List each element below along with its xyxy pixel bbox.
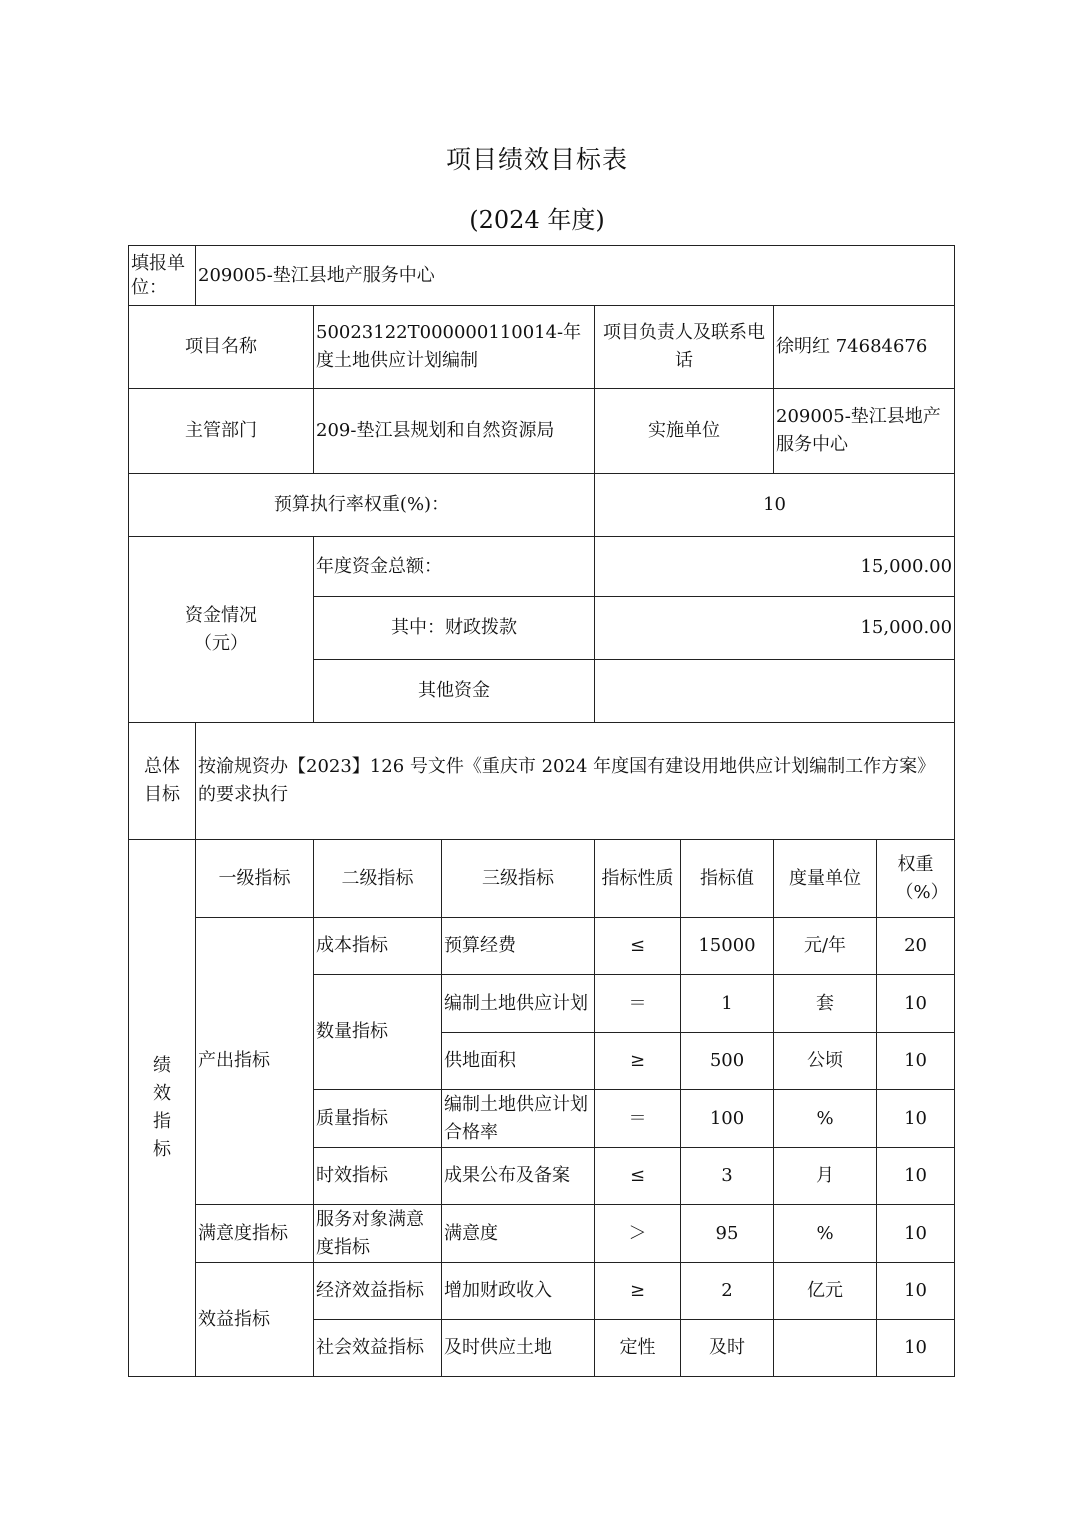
level2-economic: 经济效益指标: [314, 1263, 442, 1320]
nature-cell: ≤: [595, 918, 681, 975]
level3-cell: 供地面积: [442, 1033, 595, 1090]
level2-quantity: 数量指标: [314, 975, 442, 1090]
level3-cell: 增加财政收入: [442, 1263, 595, 1320]
overall-goal-label-text: 总体目标: [144, 756, 180, 805]
weight-cell: 10: [877, 1090, 955, 1148]
funds-other-value: [595, 660, 955, 723]
level1-output: 产出指标: [196, 918, 314, 1205]
level2-service-satisfaction: 服务对象满意度指标: [314, 1205, 442, 1263]
funds-fiscal-label: 其中：财政拨款: [314, 597, 595, 660]
report-unit-row: [129, 246, 955, 306]
weight-cell: 10: [877, 1320, 955, 1377]
unit-cell: 公顷: [774, 1033, 877, 1090]
funds-total-row: [129, 537, 955, 597]
level2-quality: 质量指标: [314, 1090, 442, 1148]
nature-cell: 定性: [595, 1320, 681, 1377]
value-cell: 2: [681, 1263, 774, 1320]
value-cell: 1: [681, 975, 774, 1033]
value-cell: 3: [681, 1148, 774, 1205]
report-unit-value: 209005-垫江县地产服务中心: [196, 246, 955, 306]
weight-cell: 10: [877, 1148, 955, 1205]
project-name-row: [129, 306, 955, 389]
funds-fiscal-value: 15,000.00: [595, 597, 955, 660]
unit-cell: 亿元: [774, 1263, 877, 1320]
project-name-label: 项目名称: [129, 306, 314, 389]
unit-cell: %: [774, 1205, 877, 1263]
nature-cell: ＞: [595, 1205, 681, 1263]
overall-goal-row: [129, 723, 955, 840]
level3-cell: 及时供应土地: [442, 1320, 595, 1377]
indicator-section-label: [129, 840, 196, 1377]
value-cell: 100: [681, 1090, 774, 1148]
indicator-section-char: 指: [153, 1111, 171, 1132]
header-nature: 指标性质: [595, 840, 681, 918]
header-level2: 二级指标: [314, 840, 442, 918]
indicator-header-row: [129, 840, 955, 918]
level3-cell: 预算经费: [442, 918, 595, 975]
dept-label: 主管部门: [129, 389, 314, 474]
project-name-value: 50023122T000000110014-年度土地供应计划编制: [314, 306, 595, 389]
funds-label: [129, 537, 314, 723]
weight-cell: 10: [877, 1263, 955, 1320]
table-row: [129, 1205, 955, 1263]
level3-cell: 成果公布及备案: [442, 1148, 595, 1205]
nature-cell: ≥: [595, 1033, 681, 1090]
unit-cell: %: [774, 1090, 877, 1148]
level1-satisfaction: 满意度指标: [196, 1205, 314, 1263]
weight-cell: 10: [877, 1205, 955, 1263]
header-level3: 三级指标: [442, 840, 595, 918]
budget-weight-value: 10: [595, 474, 955, 537]
weight-cell: 10: [877, 975, 955, 1033]
indicator-section-char: 标: [153, 1139, 171, 1160]
overall-goal-value: 按渝规资办【2023】126 号文件《重庆市 2024 年度国有建设用地供应计划编制工作方案》的要求执行: [196, 723, 955, 840]
dept-value: 209-垫江县规划和自然资源局: [314, 389, 595, 474]
header-value: 指标值: [681, 840, 774, 918]
level1-benefit: 效益指标: [196, 1263, 314, 1377]
overall-goal-label: [129, 723, 196, 840]
level2-social: 社会效益指标: [314, 1320, 442, 1377]
funds-total-value: 15,000.00: [595, 537, 955, 597]
header-unit: 度量单位: [774, 840, 877, 918]
header-weight: [877, 840, 955, 918]
level3-cell: 编制土地供应计划: [442, 975, 595, 1033]
level2-timeliness: 时效指标: [314, 1148, 442, 1205]
value-cell: 15000: [681, 918, 774, 975]
impl-unit-value: 209005-垫江县地产服务中心: [774, 389, 955, 474]
value-cell: 及时: [681, 1320, 774, 1377]
nature-cell: ≥: [595, 1263, 681, 1320]
impl-unit-label: 实施单位: [595, 389, 774, 474]
table-row: [129, 1263, 955, 1320]
unit-cell: 月: [774, 1148, 877, 1205]
dept-row: [129, 389, 955, 474]
value-cell: 95: [681, 1205, 774, 1263]
header-weight-text: 权重（%）: [895, 853, 949, 903]
indicator-section-char: 效: [153, 1083, 171, 1104]
unit-cell: [774, 1320, 877, 1377]
level2-cost: 成本指标: [314, 918, 442, 975]
value-cell: 500: [681, 1033, 774, 1090]
report-unit-label: 填报单位：: [129, 246, 196, 306]
weight-cell: 10: [877, 1033, 955, 1090]
page-subtitle: (2024 年度): [469, 206, 605, 234]
funds-other-label: 其他资金: [314, 660, 595, 723]
budget-weight-row: [129, 474, 955, 537]
level3-cell: 满意度: [442, 1205, 595, 1263]
performance-goal-table: [128, 245, 955, 1377]
unit-cell: 套: [774, 975, 877, 1033]
unit-cell: 元/年: [774, 918, 877, 975]
indicator-section-char: 绩: [153, 1055, 171, 1076]
funds-label-text: 资金情况（元）: [185, 604, 257, 654]
nature-cell: ＝: [595, 975, 681, 1033]
level3-cell: 编制土地供应计划合格率: [442, 1090, 595, 1148]
nature-cell: ＝: [595, 1090, 681, 1148]
funds-total-label: 年度资金总额：: [314, 537, 595, 597]
weight-cell: 20: [877, 918, 955, 975]
header-level1: 一级指标: [196, 840, 314, 918]
page-title: 项目绩效目标表: [445, 145, 628, 174]
table-row: [129, 918, 955, 975]
budget-weight-label: 预算执行率权重(%)：: [129, 474, 595, 537]
project-lead-label: 项目负责人及联系电话: [595, 306, 774, 389]
project-lead-value: 徐明红 74684676: [774, 306, 955, 389]
nature-cell: ≤: [595, 1148, 681, 1205]
